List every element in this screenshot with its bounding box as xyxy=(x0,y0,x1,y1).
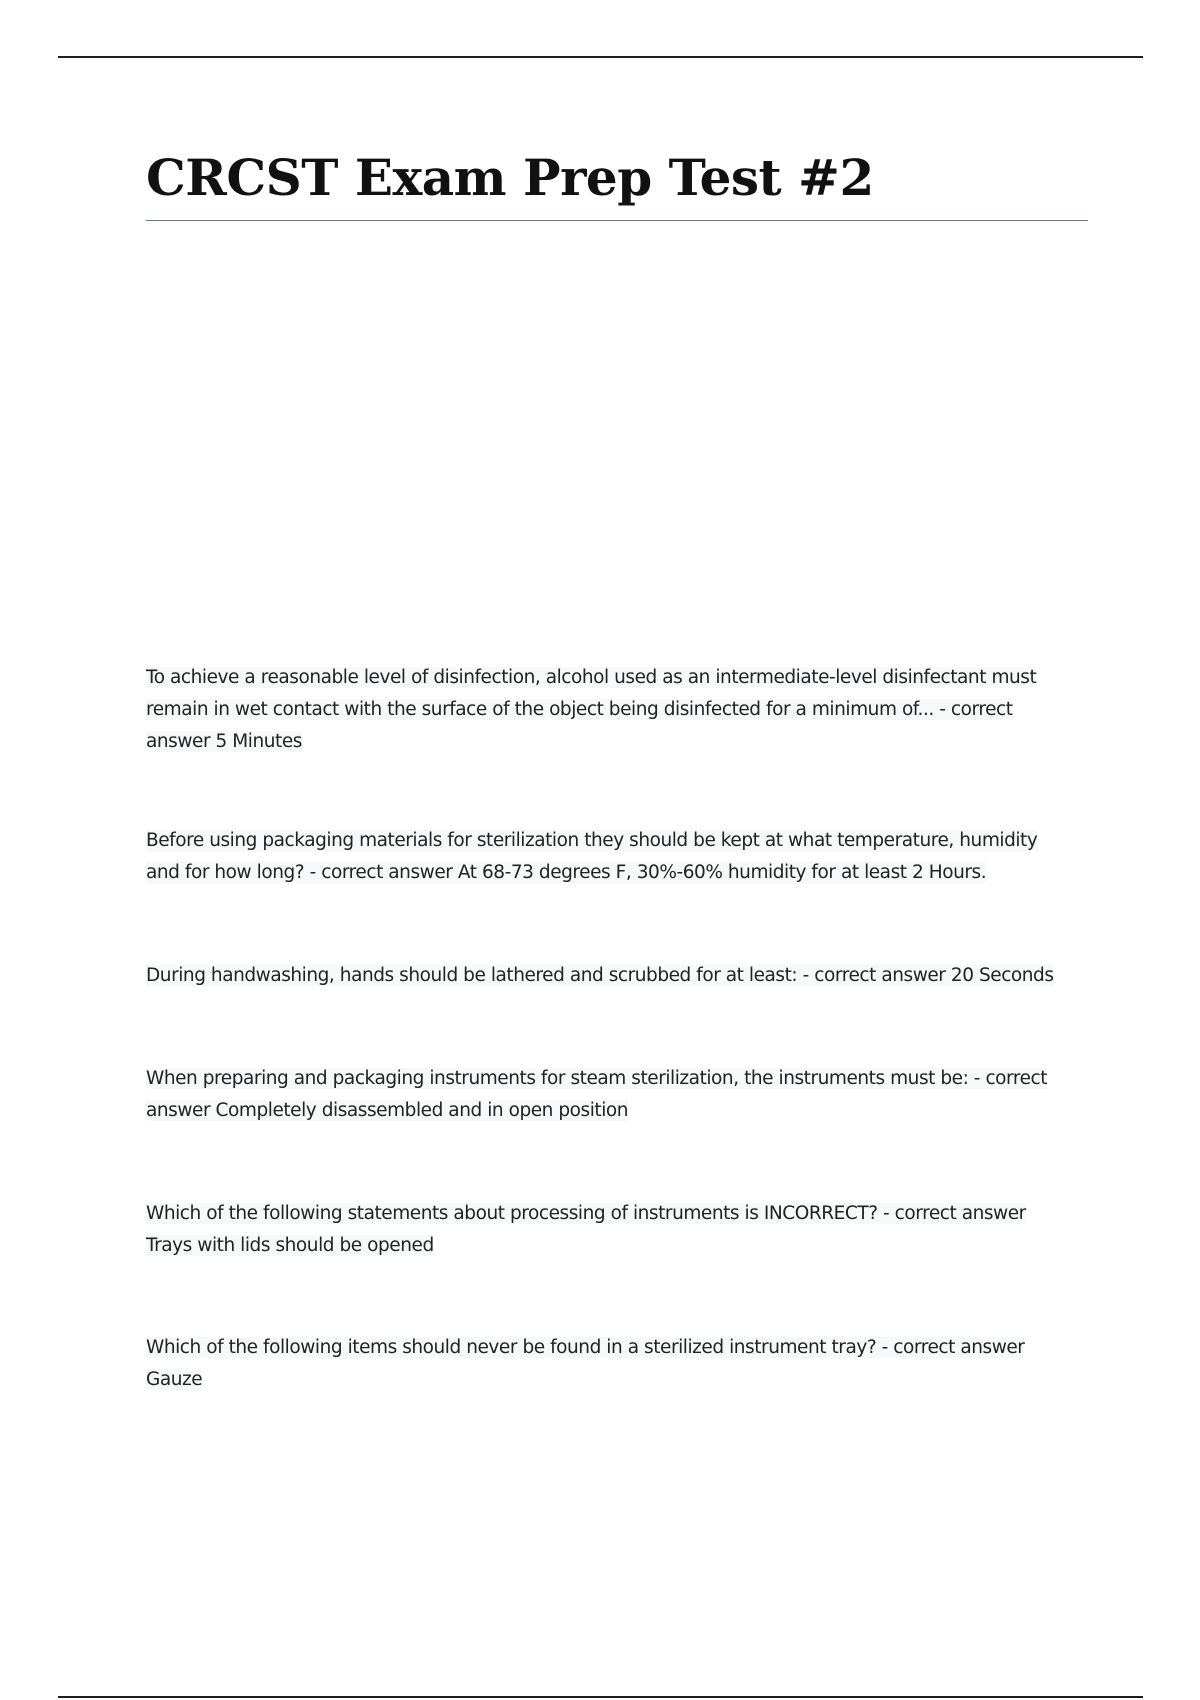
title-underline xyxy=(146,220,1088,221)
question-answer-text: Before using packaging materials for sterilization they should be kept at what temperature, humidity and for how long? - correct answer At 68-73 degrees F, 30%-60% humidity for at least 2 Hours. xyxy=(146,830,1038,883)
question-answer-item xyxy=(146,825,1066,889)
question-answer-item xyxy=(146,662,1066,758)
question-answer-item xyxy=(146,1198,1066,1262)
document-title: CRCST Exam Prep Test #2 xyxy=(146,148,874,207)
question-answer-text: When preparing and packaging instruments for steam sterilization, the instruments must be: - correct answer Completely disassembled and in open position xyxy=(146,1068,1048,1121)
question-answer-text: To achieve a reasonable level of disinfection, alcohol used as an intermediate-level disinfectant must remain in wet contact with the surface of the object being disinfected for a minimum of... - correct answer 5 Minutes xyxy=(146,667,1037,752)
question-answer-item xyxy=(146,960,1086,992)
page-bottom-rule xyxy=(58,1696,1143,1698)
question-answer-text: Which of the following items should never be found in a sterilized instrument tray? - correct answer Gauze xyxy=(146,1337,1025,1390)
question-answer-text: During handwashing, hands should be lathered and scrubbed for at least: - correct answer 20 Seconds xyxy=(146,965,1054,986)
question-answer-text: Which of the following statements about processing of instruments is INCORRECT? - correct answer Trays with lids should be opened xyxy=(146,1203,1026,1256)
page-top-rule xyxy=(58,56,1143,58)
question-answer-item xyxy=(146,1063,1066,1127)
question-answer-item xyxy=(146,1332,1066,1396)
